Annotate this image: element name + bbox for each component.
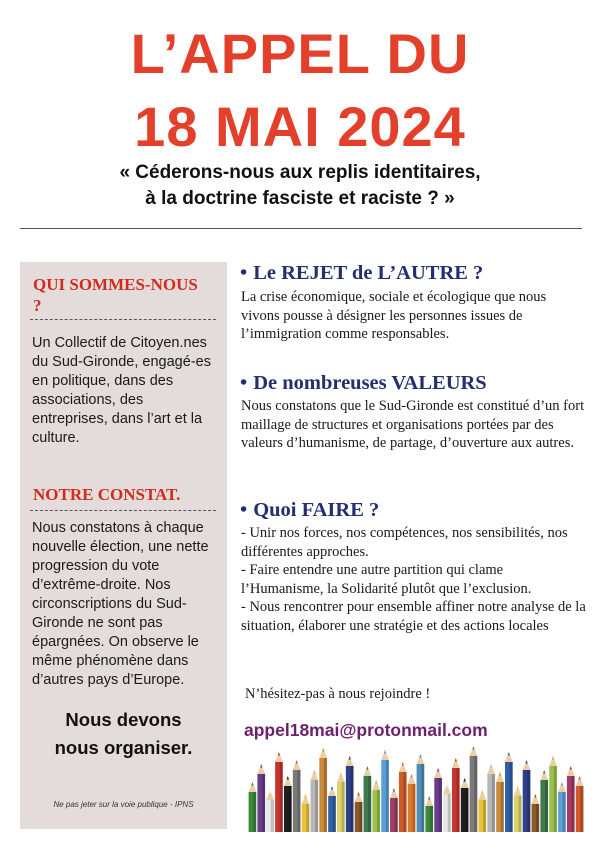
call-line-2: nous organiser. xyxy=(54,737,193,758)
our-observation-heading: NOTRE CONSTAT. xyxy=(33,485,181,504)
pencil xyxy=(390,788,398,832)
bullet-icon: • xyxy=(240,372,248,394)
colored-pencils-icon xyxy=(248,742,584,832)
pencil xyxy=(470,746,478,832)
title-line-1: L’APPEL DU xyxy=(130,22,470,85)
pencil xyxy=(461,778,469,832)
pencil xyxy=(558,782,566,832)
pencil xyxy=(310,770,318,832)
pencil xyxy=(372,780,380,832)
section-list-faire xyxy=(241,524,586,635)
header-divider xyxy=(20,228,582,229)
title-line-2: 18 MAI 2024 xyxy=(134,95,466,158)
pencil xyxy=(496,772,504,832)
list-item: - Faire entendre une autre partition qui clame l’Humanisme, la Solidarité plutôt que l’exclusion. xyxy=(241,562,532,597)
pencil xyxy=(417,754,425,832)
pencil xyxy=(505,752,513,832)
pencil xyxy=(337,772,345,832)
pencil xyxy=(425,796,433,832)
dashed-divider xyxy=(30,510,216,511)
pencil xyxy=(452,758,460,832)
pencil xyxy=(434,768,442,832)
pencil xyxy=(319,748,327,832)
pencil xyxy=(381,750,389,832)
pencil xyxy=(540,770,548,832)
ipns-footnote: Ne pas jeter sur la voie publique - IPNS xyxy=(53,800,194,809)
section-title-text: De nombreuses VALEURS xyxy=(253,372,487,394)
section-text-rejet: La crise économique, sociale et écologique que nous vivons pousse à désigner les personnes issues de l’immigration comme responsables. xyxy=(241,289,547,342)
call-line-1: Nous devons xyxy=(65,709,182,730)
pencil xyxy=(514,786,522,832)
pencil xyxy=(399,762,407,832)
who-are-we-heading: QUI SOMMES-NOUS ? xyxy=(33,275,198,315)
pencil xyxy=(275,752,283,832)
list-item: - Unir nos forces, nos compétences, nos sensibilités, nos différentes approches. xyxy=(241,525,568,560)
pencil xyxy=(408,774,416,832)
pencil xyxy=(549,756,557,832)
section-title-text: Le REJET de L’AUTRE ? xyxy=(253,262,484,284)
dashed-divider xyxy=(30,319,216,320)
pencil xyxy=(523,760,531,832)
pencil xyxy=(328,786,336,832)
subtitle xyxy=(40,160,560,212)
contact-email-link[interactable]: appel18mai@protonmail.com xyxy=(244,720,488,740)
our-observation-text: Nous constatons à chaque nouvelle élection, une nette progression du vote d’extrême-droite. Nos circonscriptions du Sud-Gironde ne sont pas épargnées. On observe le même phénomène dans d’autres pays d’Europe. xyxy=(32,520,209,688)
pencil xyxy=(532,794,540,832)
pencil xyxy=(443,784,451,832)
subtitle-line-1: « Céderons-nous aux replis identitaires, xyxy=(119,162,481,183)
pencil xyxy=(293,760,301,832)
pencil xyxy=(364,766,372,832)
call-to-organize xyxy=(20,706,227,762)
pencil xyxy=(487,764,495,832)
pencil xyxy=(346,756,354,832)
sidebar-panel xyxy=(20,262,227,829)
section-title-text: Quoi FAIRE ? xyxy=(253,499,380,521)
pencil xyxy=(478,790,486,832)
subtitle-line-2: à la doctrine fasciste et raciste ? » xyxy=(145,188,455,209)
pencil xyxy=(355,792,363,832)
section-text-valeurs: Nous constatons que le Sud-Gironde est constitué d’un fort maillage de structures et organisations portées par des valeurs d’humanisme, de partage, d’ouverture aux autres. xyxy=(241,398,585,451)
pencil xyxy=(249,782,257,832)
join-invitation: N’hésitez-pas à nous rejoindre ! xyxy=(245,686,431,702)
section-title-valeurs xyxy=(240,371,487,395)
bullet-icon: • xyxy=(240,262,248,284)
who-are-we-text: Un Collectif de Citoyen.nes du Sud-Gironde, engagé-es en politique, dans des associations, des entreprises, dans l’art et la culture. xyxy=(32,335,211,446)
list-item: - Nous rencontrer pour ensemble affiner notre analyse de la situation, élaborer une stratégie et des actions locales xyxy=(241,599,586,634)
section-title-rejet xyxy=(240,261,483,285)
pencil xyxy=(302,794,310,832)
section-title-faire xyxy=(240,498,379,522)
pencil xyxy=(266,790,274,832)
pencil xyxy=(257,764,265,832)
pencil xyxy=(284,776,292,832)
pencil xyxy=(576,776,584,832)
pencil xyxy=(567,766,575,832)
bullet-icon: • xyxy=(240,499,248,521)
